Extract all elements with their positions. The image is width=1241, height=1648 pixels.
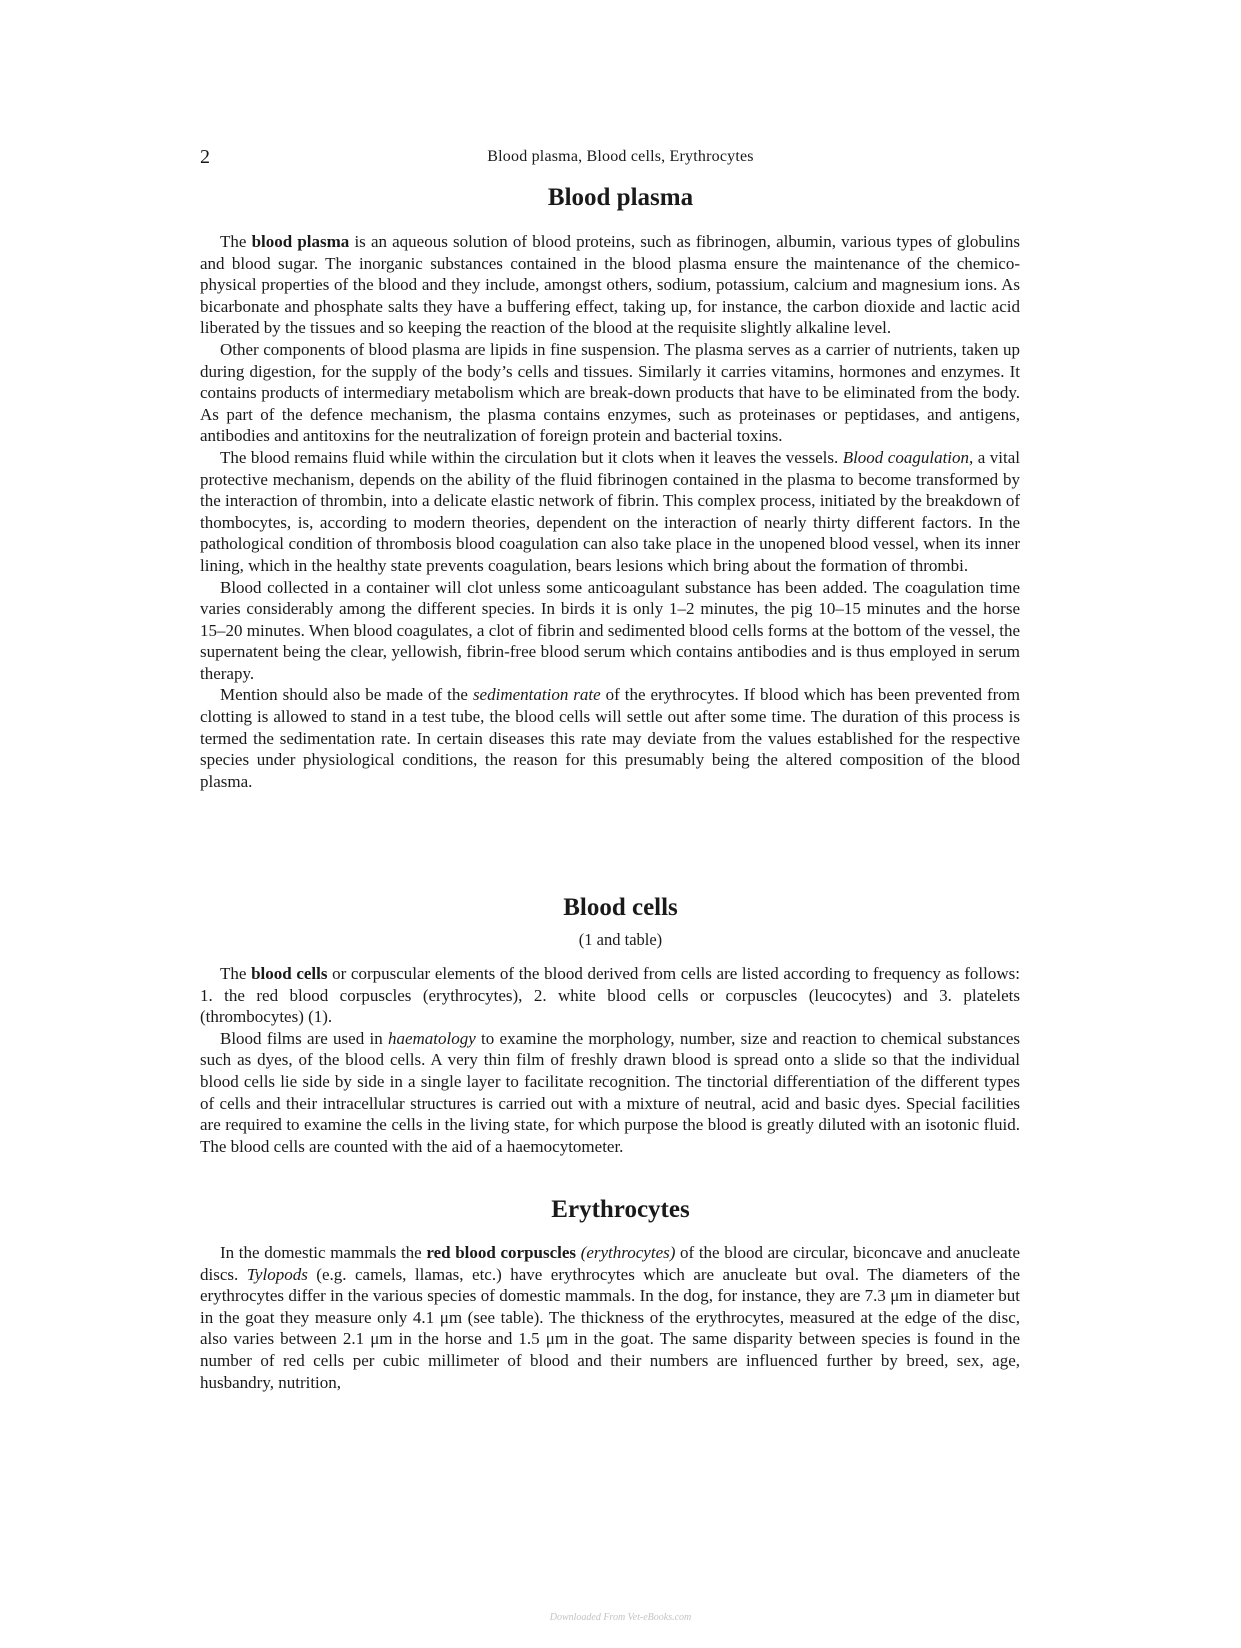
- term: blood plasma: [251, 232, 350, 251]
- section-heading-blood-cells: Blood cells: [563, 894, 678, 921]
- term: Blood coagulation,: [842, 447, 974, 467]
- section-heading-erythrocytes: Erythrocytes: [551, 1196, 690, 1223]
- paragraph: The blood remains fluid while within the circulation but it clots when it leaves the vessels. Blood coagulation, a vital protective mechanism, depends on the ability of the fluid fibrinogen contained in the plasma to become transformed by the interaction of thrombin, into a delicate elastic network of fibrin. This complex process, initiated by the breakdown of thombocytes, is, according to modern theories, dependent on the interaction of nearly thirty different factors. In the pathological condition of thrombosis blood coagulation can also take place in the unopened blood vessel, when its inner lining, which in the healthy state prevents coagulation, bears lesions which bring about the formation of thrombi.: [200, 447, 1020, 575]
- term: haematology: [387, 1028, 476, 1048]
- term: sedimentation rate: [472, 685, 601, 705]
- download-watermark: Downloaded From Vet-eBooks.com: [549, 1612, 692, 1623]
- paragraph: Other components of blood plasma are lipids in fine suspension. The plasma serves as a carrier of nutrients, taken up during digestion, for the supply of the body’s cells and tissues. Similarly it carries vitamins, hormones and enzymes. It contains products of intermediary metabolism which are break-down products that have to be eliminated from the body. As part of the defence mechanism, the plasma contains enzymes, such as proteinases or peptidases, and antigens, antibodies and antitoxins for the neutralization of foreign protein and bacterial toxins.: [200, 339, 1020, 446]
- term: (erythrocytes): [580, 1243, 676, 1262]
- term: blood cells: [251, 964, 328, 983]
- section-heading-blood-plasma: Blood plasma: [547, 184, 694, 211]
- blood-cells-body: [200, 963, 1020, 1157]
- erythrocytes-body: [200, 1242, 1020, 1393]
- section-subheading: (1 and table): [578, 930, 663, 949]
- paragraph: Blood films are used in haematology to examine the morphology, number, size and reaction to chemical substances such as dyes, of the blood cells. A very thin film of freshly drawn blood is spread onto a slide so that the individual blood cells lie side by side in a single layer to facilitate recognition. The tinctorial differentiation of the different types of cells and their intracellular structures is carried out with a mixture of neutral, acid and basic dyes. Special facilities are required to examine the cells in the living state, for which purpose the blood is greatly diluted with an isotonic fluid. The blood cells are counted with the aid of a haemocytometer.: [200, 1028, 1020, 1156]
- page-number: 2: [200, 146, 210, 168]
- running-head: Blood plasma, Blood cells, Erythrocytes: [487, 148, 754, 165]
- paragraph: Mention should also be made of the sedimentation rate of the erythrocytes. If blood which has been prevented from clotting is allowed to stand in a test tube, the blood cells will settle out after some time. The duration of this process is termed the sedimentation rate. In certain diseases this rate may deviate from the values established for the respective species under physiological conditions, the reason for this presumably being the altered composition of the blood plasma.: [200, 685, 1021, 791]
- paragraph: In the domestic mammals the red blood corpuscles (erythrocytes) of the blood are circular, biconcave and anucleate discs. Tylopods (e.g. camels, llamas, etc.) have erythrocytes which are anucleate but oval. The diameters of the erythrocytes differ in the various species of domestic mammals. In the dog, for instance, they are 7.3 μm in diameter but in the goat they measure only 4.1 μm (see table). The thickness of the erythrocytes, measured at the edge of the disc, also varies between 2.1 μm in the horse and 1.5 μm in the goat. The same disparity between species is found in the number of red cells per cubic millimeter of blood and their numbers are influenced further by breed, sex, age, husbandry, nutrition,: [200, 1243, 1020, 1392]
- paragraph: Blood collected in a container will clot unless some anticoagulant substance has been added. The coagulation time varies considerably among the different species. In birds it is only 1–2 minutes, the pig 10–15 minutes and the horse 15–20 minutes. When blood coagulates, a clot of fibrin and sedimented blood cells forms at the bottom of the vessel, the supernatent being the clear, yellowish, fibrin-free blood serum which contains antibodies and is thus employed in serum therapy.: [200, 577, 1020, 683]
- blood-plasma-body: [200, 231, 1020, 792]
- term: Tylopods: [246, 1264, 308, 1284]
- paragraph: The blood cells or corpuscular elements of the blood derived from cells are listed according to frequency as follows: 1. the red blood corpuscles (erythrocytes), 2. white blood cells or corpuscles (leucocytes) and 3. platelets (thrombocytes) (1).: [200, 964, 1020, 1027]
- term: red blood corpuscles: [426, 1243, 577, 1262]
- paragraph: The blood plasma is an aqueous solution of blood proteins, such as fibrinogen, albumin, various types of globulins and blood sugar. The inorganic substances contained in the blood plasma ensure the maintenance of the chemico-physical properties of the blood and they include, amongst others, sodium, potassium, calcium and magnesium ions. As bicarbonate and phosphate salts they have a buffering effect, taking up, for instance, the carbon dioxide and lactic acid liberated by the tissues and so keeping the reaction of the blood at the requisite slightly alkaline level.: [200, 232, 1020, 338]
